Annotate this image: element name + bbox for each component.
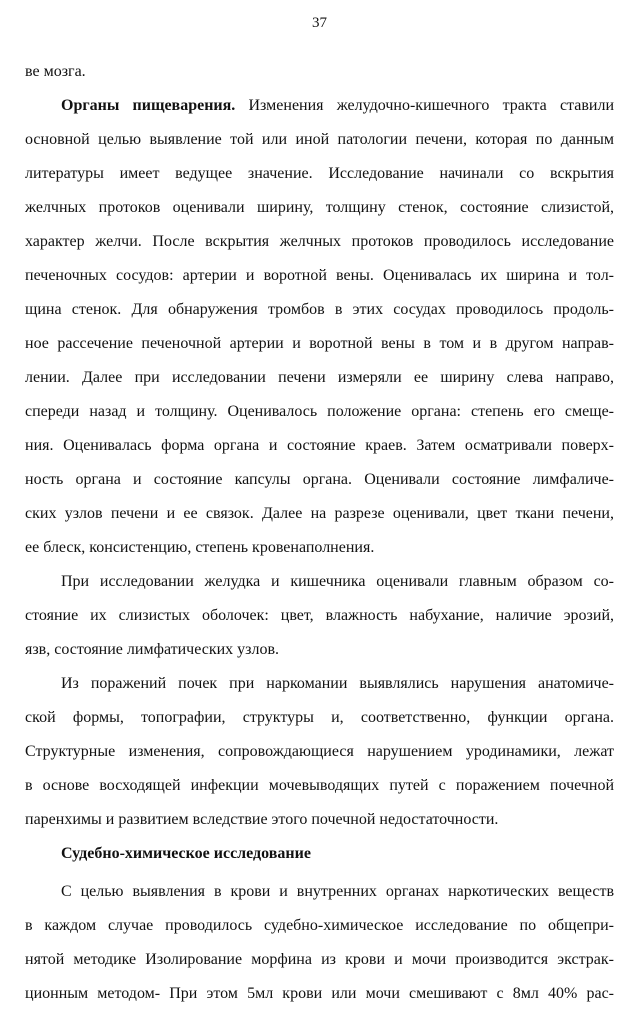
text-fragment: Изменения желудочно-кишечного тракта ставили <box>248 97 615 114</box>
text-line: щина стенок. Для обнаружения тромбов в этих сосудах проводилось продоль- <box>25 301 614 318</box>
text-line: ния. Оценивалась форма органа и состояние краев. Затем осматривали поверх- <box>25 437 614 454</box>
text-line: паренхимы и развитием вследствие этого почечной недостаточности. <box>25 811 499 828</box>
text-line: ное рассечение печеночной артерии и воротной вены в том и в другом направ- <box>25 335 614 352</box>
text-line: ских узлов печени и ее связок. Далее на разрезе оценивали, цвет ткани печени, <box>25 505 614 522</box>
text-line: в основе восходящей инфекции мочевыводящих путей с поражением почечной <box>25 777 614 794</box>
text-line: ционным методом- При этом 5мл крови или мочи смешивают с 8мл 40% рас- <box>25 985 614 1002</box>
text-line: Структурные изменения, сопровождающиеся нарушением уродинамики, лежат <box>25 743 614 760</box>
text-line: основной целью выявление той или иной патологии печени, которая по данным <box>25 131 614 148</box>
text-line: характер желчи. После вскрытия желчных протоков проводилось исследование <box>25 233 614 250</box>
document-body <box>25 61 614 1017</box>
text-line: печеночных сосудов: артерии и воротной вены. Оценивалась их ширина и тол- <box>25 267 614 284</box>
text-line: лении. Далее при исследовании печени измеряли ее ширину слева направо, <box>25 369 614 386</box>
text-line: ской формы, топографии, структуры и, соответственно, функции органа. <box>25 709 614 726</box>
section-heading-forensic-chemistry: Судебно-химическое исследование <box>61 845 311 862</box>
section-title-digestive-organs: Органы пищеварения. <box>61 97 236 114</box>
text-line: ее блеск, консистенцию, степень кровенаполнения. <box>25 539 375 556</box>
text-line: С целью выявления в крови и внутренних органах наркотических веществ <box>61 883 614 900</box>
text-line: ность органа и состояние капсулы органа. Оценивали состояние лимфаличе- <box>25 471 614 488</box>
text-line: язв, состояние лимфатических узлов. <box>25 641 280 658</box>
text-line: стояние их слизистых оболочек: цвет, влажность набухание, наличие эрозий, <box>25 607 614 624</box>
text-line: желчных протоков оценивали ширину, толщину стенок, состояние слизистой, <box>25 199 614 216</box>
text-line: Из поражений почек при наркомании выявлялись нарушения анатомиче- <box>61 675 614 692</box>
page-number: 37 <box>312 15 327 31</box>
text-line: нятой методике Изолирование морфина из крови и мочи производится экстрак- <box>25 951 614 968</box>
text-line: ве мозга. <box>25 63 86 80</box>
text-line: спереди назад и толщину. Оценивалось положение органа: степень его смеще- <box>25 403 614 420</box>
paragraph-organs-start <box>25 95 614 129</box>
text-line: При исследовании желудка и кишечника оценивали главным образом со- <box>61 573 614 590</box>
text-line: в каждом случае проводилось судебно-химическое исследование по общепри- <box>25 917 614 934</box>
text-line: литературы имеет ведущее значение. Исследование начинали со вскрытия <box>25 165 614 182</box>
